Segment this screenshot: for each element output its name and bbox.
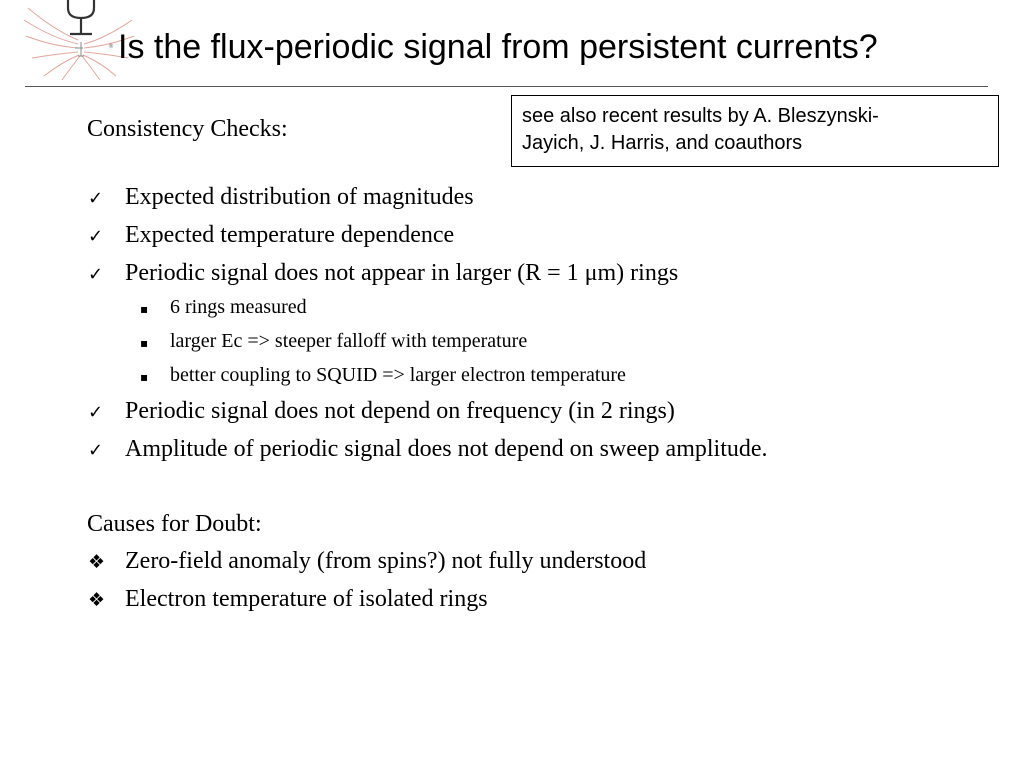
doubt-item-electron-temperature xyxy=(88,586,488,613)
check-item-text: Periodic signal does not depend on frequency (in 2 rings) xyxy=(125,398,675,424)
checkmark-icon: ✓ xyxy=(88,188,104,209)
diamond-bullet-icon: ❖ xyxy=(88,551,106,573)
consistency-checks-heading: Consistency Checks: xyxy=(87,116,288,142)
reference-note-line-2: Jayich, J. Harris, and coauthors xyxy=(522,132,803,154)
square-bullet-icon: ▪ xyxy=(140,370,149,384)
check-item-magnitudes xyxy=(88,184,474,211)
check-item-text: Expected temperature dependence xyxy=(125,222,455,248)
sub-item-rings-measured xyxy=(140,296,307,319)
square-bullet-icon: ▪ xyxy=(140,302,149,316)
sub-item-larger-ec xyxy=(140,330,527,353)
checkmark-icon: ✓ xyxy=(88,264,104,285)
check-item-text: Expected distribution of magnitudes xyxy=(125,184,474,210)
sub-item-squid-coupling xyxy=(140,364,626,387)
checkmark-icon: ✓ xyxy=(88,440,104,461)
causes-for-doubt-heading: Causes for Doubt: xyxy=(87,511,262,537)
sub-item-text: 6 rings measured xyxy=(170,296,307,318)
check-item-frequency xyxy=(88,398,675,425)
check-item-sweep-amplitude xyxy=(88,436,768,463)
doubt-item-text: Zero-field anomaly (from spins?) not fully understood xyxy=(125,548,647,574)
slide-title: Is the flux-periodic signal from persistent currents? xyxy=(118,28,878,66)
checkmark-icon: ✓ xyxy=(88,402,104,423)
check-item-text: Periodic signal does not appear in larger (R = 1 μm) rings xyxy=(125,260,679,286)
square-bullet-icon: ▪ xyxy=(140,336,149,350)
diamond-bullet-icon: ❖ xyxy=(88,589,106,611)
check-item-text: Amplitude of periodic signal does not depend on sweep amplitude. xyxy=(125,436,768,462)
doubt-item-text: Electron temperature of isolated rings xyxy=(125,586,488,612)
check-item-larger-rings xyxy=(88,260,678,287)
doubt-item-zero-field xyxy=(88,548,646,575)
checkmark-icon: ✓ xyxy=(88,226,104,247)
logo-registered-mark: ® xyxy=(108,43,114,50)
check-item-temperature xyxy=(88,222,454,249)
reference-note-box xyxy=(511,95,999,167)
reference-note-line-1: see also recent results by A. Bleszynski- xyxy=(522,105,879,127)
sub-item-text: better coupling to SQUID => larger electron temperature xyxy=(170,364,626,386)
sub-item-text: larger Ec => steeper falloff with temperature xyxy=(170,330,528,352)
title-divider xyxy=(25,86,988,87)
